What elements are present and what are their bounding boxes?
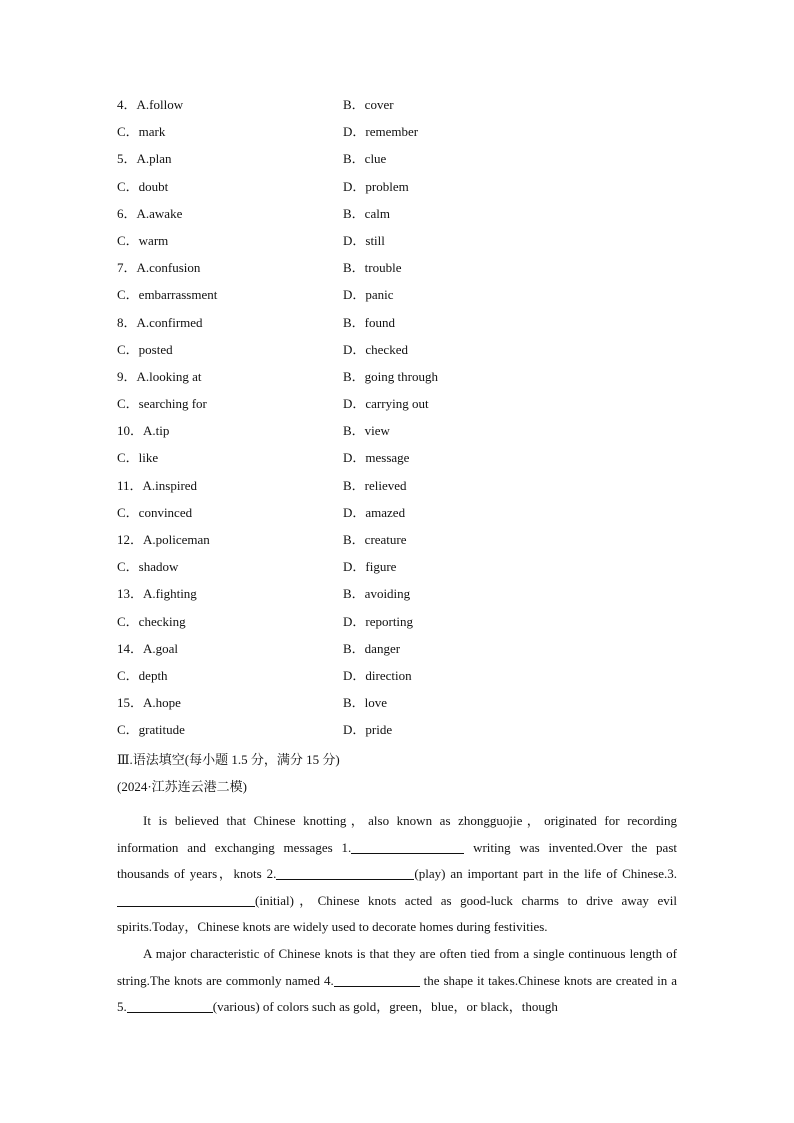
option-left: 9．A.looking at xyxy=(117,368,202,384)
option-right: B．creature xyxy=(343,532,407,547)
blank-4[interactable] xyxy=(334,972,420,987)
option-left: 5．A.plan xyxy=(117,151,172,167)
option-left: 10．A.tip xyxy=(117,423,170,439)
option-right: B．danger xyxy=(343,640,401,656)
option-row xyxy=(117,204,677,231)
option-right: D．checked xyxy=(343,341,408,357)
option-right: D．reporting xyxy=(343,613,414,629)
passage-text: the shape it takes.Chinese knots are created in a 5. xyxy=(117,972,677,1015)
option-left: C．checking xyxy=(117,613,186,629)
option-row xyxy=(117,367,677,394)
option-left: C．embarrassment xyxy=(117,287,218,303)
option-left: C．warm xyxy=(117,232,169,248)
option-row xyxy=(117,612,677,639)
section-title: Ⅲ.语法填空(每小题 1.5 分，满分 15 分) xyxy=(117,752,340,767)
option-right: B．love xyxy=(343,695,388,711)
option-left: 12．A.policeman xyxy=(117,532,210,547)
option-right: B．found xyxy=(343,314,396,330)
blank-2[interactable] xyxy=(276,865,414,880)
option-left: C．mark xyxy=(117,124,166,140)
option-right: D．problem xyxy=(343,178,409,194)
option-left: C．like xyxy=(117,450,159,466)
option-row xyxy=(117,503,677,530)
passage-text: (various) of colors such as gold，green，blue，or black，though xyxy=(212,999,558,1015)
blank-5[interactable] xyxy=(127,998,213,1013)
option-row xyxy=(117,666,677,693)
option-left: C．shadow xyxy=(117,559,179,575)
option-left: C．depth xyxy=(117,667,168,683)
option-right: D．carrying out xyxy=(343,396,429,412)
option-row xyxy=(117,149,677,176)
option-right: D．message xyxy=(343,450,410,466)
option-row xyxy=(117,476,677,503)
option-right: B．view xyxy=(343,423,390,439)
option-row xyxy=(117,720,677,747)
option-left: 11．A.inspired xyxy=(117,477,198,493)
passage-text: It is believed that Chinese knotting，also known as zhongguojie，originated for recording information and exchanging messages 1. xyxy=(117,813,677,855)
option-row xyxy=(117,557,677,584)
option-row xyxy=(117,95,677,122)
option-right: D．remember xyxy=(343,124,419,140)
option-right: D．still xyxy=(343,232,385,248)
option-row xyxy=(117,530,677,557)
option-row xyxy=(117,693,677,720)
option-left: 7．A.confusion xyxy=(117,260,201,276)
option-row xyxy=(117,340,677,367)
option-row xyxy=(117,285,677,312)
option-right: B．going through xyxy=(343,368,438,384)
passage-text: A major characteristic of Chinese knots is that they are often tied from a single continuous length of string.The knots are commonly named 4. xyxy=(117,945,677,988)
option-right: B．relieved xyxy=(343,477,407,493)
option-right: D．pride xyxy=(343,722,393,738)
passage-paragraph-1 xyxy=(117,808,677,941)
option-right: B．cover xyxy=(343,97,394,112)
option-row xyxy=(117,231,677,258)
option-right: D．direction xyxy=(343,667,412,683)
passage-paragraph-2 xyxy=(117,941,677,1021)
option-left: C．doubt xyxy=(117,178,169,194)
option-row xyxy=(117,313,677,340)
option-row xyxy=(117,421,677,448)
option-row xyxy=(117,584,677,611)
option-right: D．figure xyxy=(343,559,397,575)
option-right: B．clue xyxy=(343,151,387,167)
option-row xyxy=(117,639,677,666)
passage-text: writing was invented.Over the past thousands of years，knots 2. xyxy=(117,839,678,882)
option-left: 6．A.awake xyxy=(117,205,183,221)
option-left: 4．A.follow xyxy=(117,97,184,112)
option-row xyxy=(117,258,677,285)
passage xyxy=(117,808,677,1021)
option-row xyxy=(117,448,677,475)
option-left: C．searching for xyxy=(117,396,207,412)
blank-3[interactable] xyxy=(117,892,255,907)
option-left: C．posted xyxy=(117,341,173,357)
exam-source: (2024·江苏连云港二模) xyxy=(117,779,247,794)
option-left: 14．A.goal xyxy=(117,640,179,656)
option-right: B．trouble xyxy=(343,260,402,276)
option-left: 13．A.fighting xyxy=(117,586,197,602)
option-left: 15．A.hope xyxy=(117,695,181,711)
passage-text: (initial)，Chinese knots acted as good-luck charms to drive away evil spirits.Today，Chinese knots are widely used to decorate homes during festivities. xyxy=(117,892,677,935)
option-right: B．calm xyxy=(343,205,390,221)
passage-text: (play) an important part in the life of Chinese.3. xyxy=(414,866,677,882)
option-row xyxy=(117,177,677,204)
option-left: C．convinced xyxy=(117,504,193,520)
option-row xyxy=(117,122,677,149)
blank-1[interactable] xyxy=(351,839,464,854)
option-right: D．amazed xyxy=(343,504,406,520)
option-right: B．avoiding xyxy=(343,586,411,602)
option-left: C．gratitude xyxy=(117,722,185,738)
option-right: D．panic xyxy=(343,287,394,303)
option-left: 8．A.confirmed xyxy=(117,314,203,330)
option-row xyxy=(117,394,677,421)
option-list xyxy=(117,95,677,748)
